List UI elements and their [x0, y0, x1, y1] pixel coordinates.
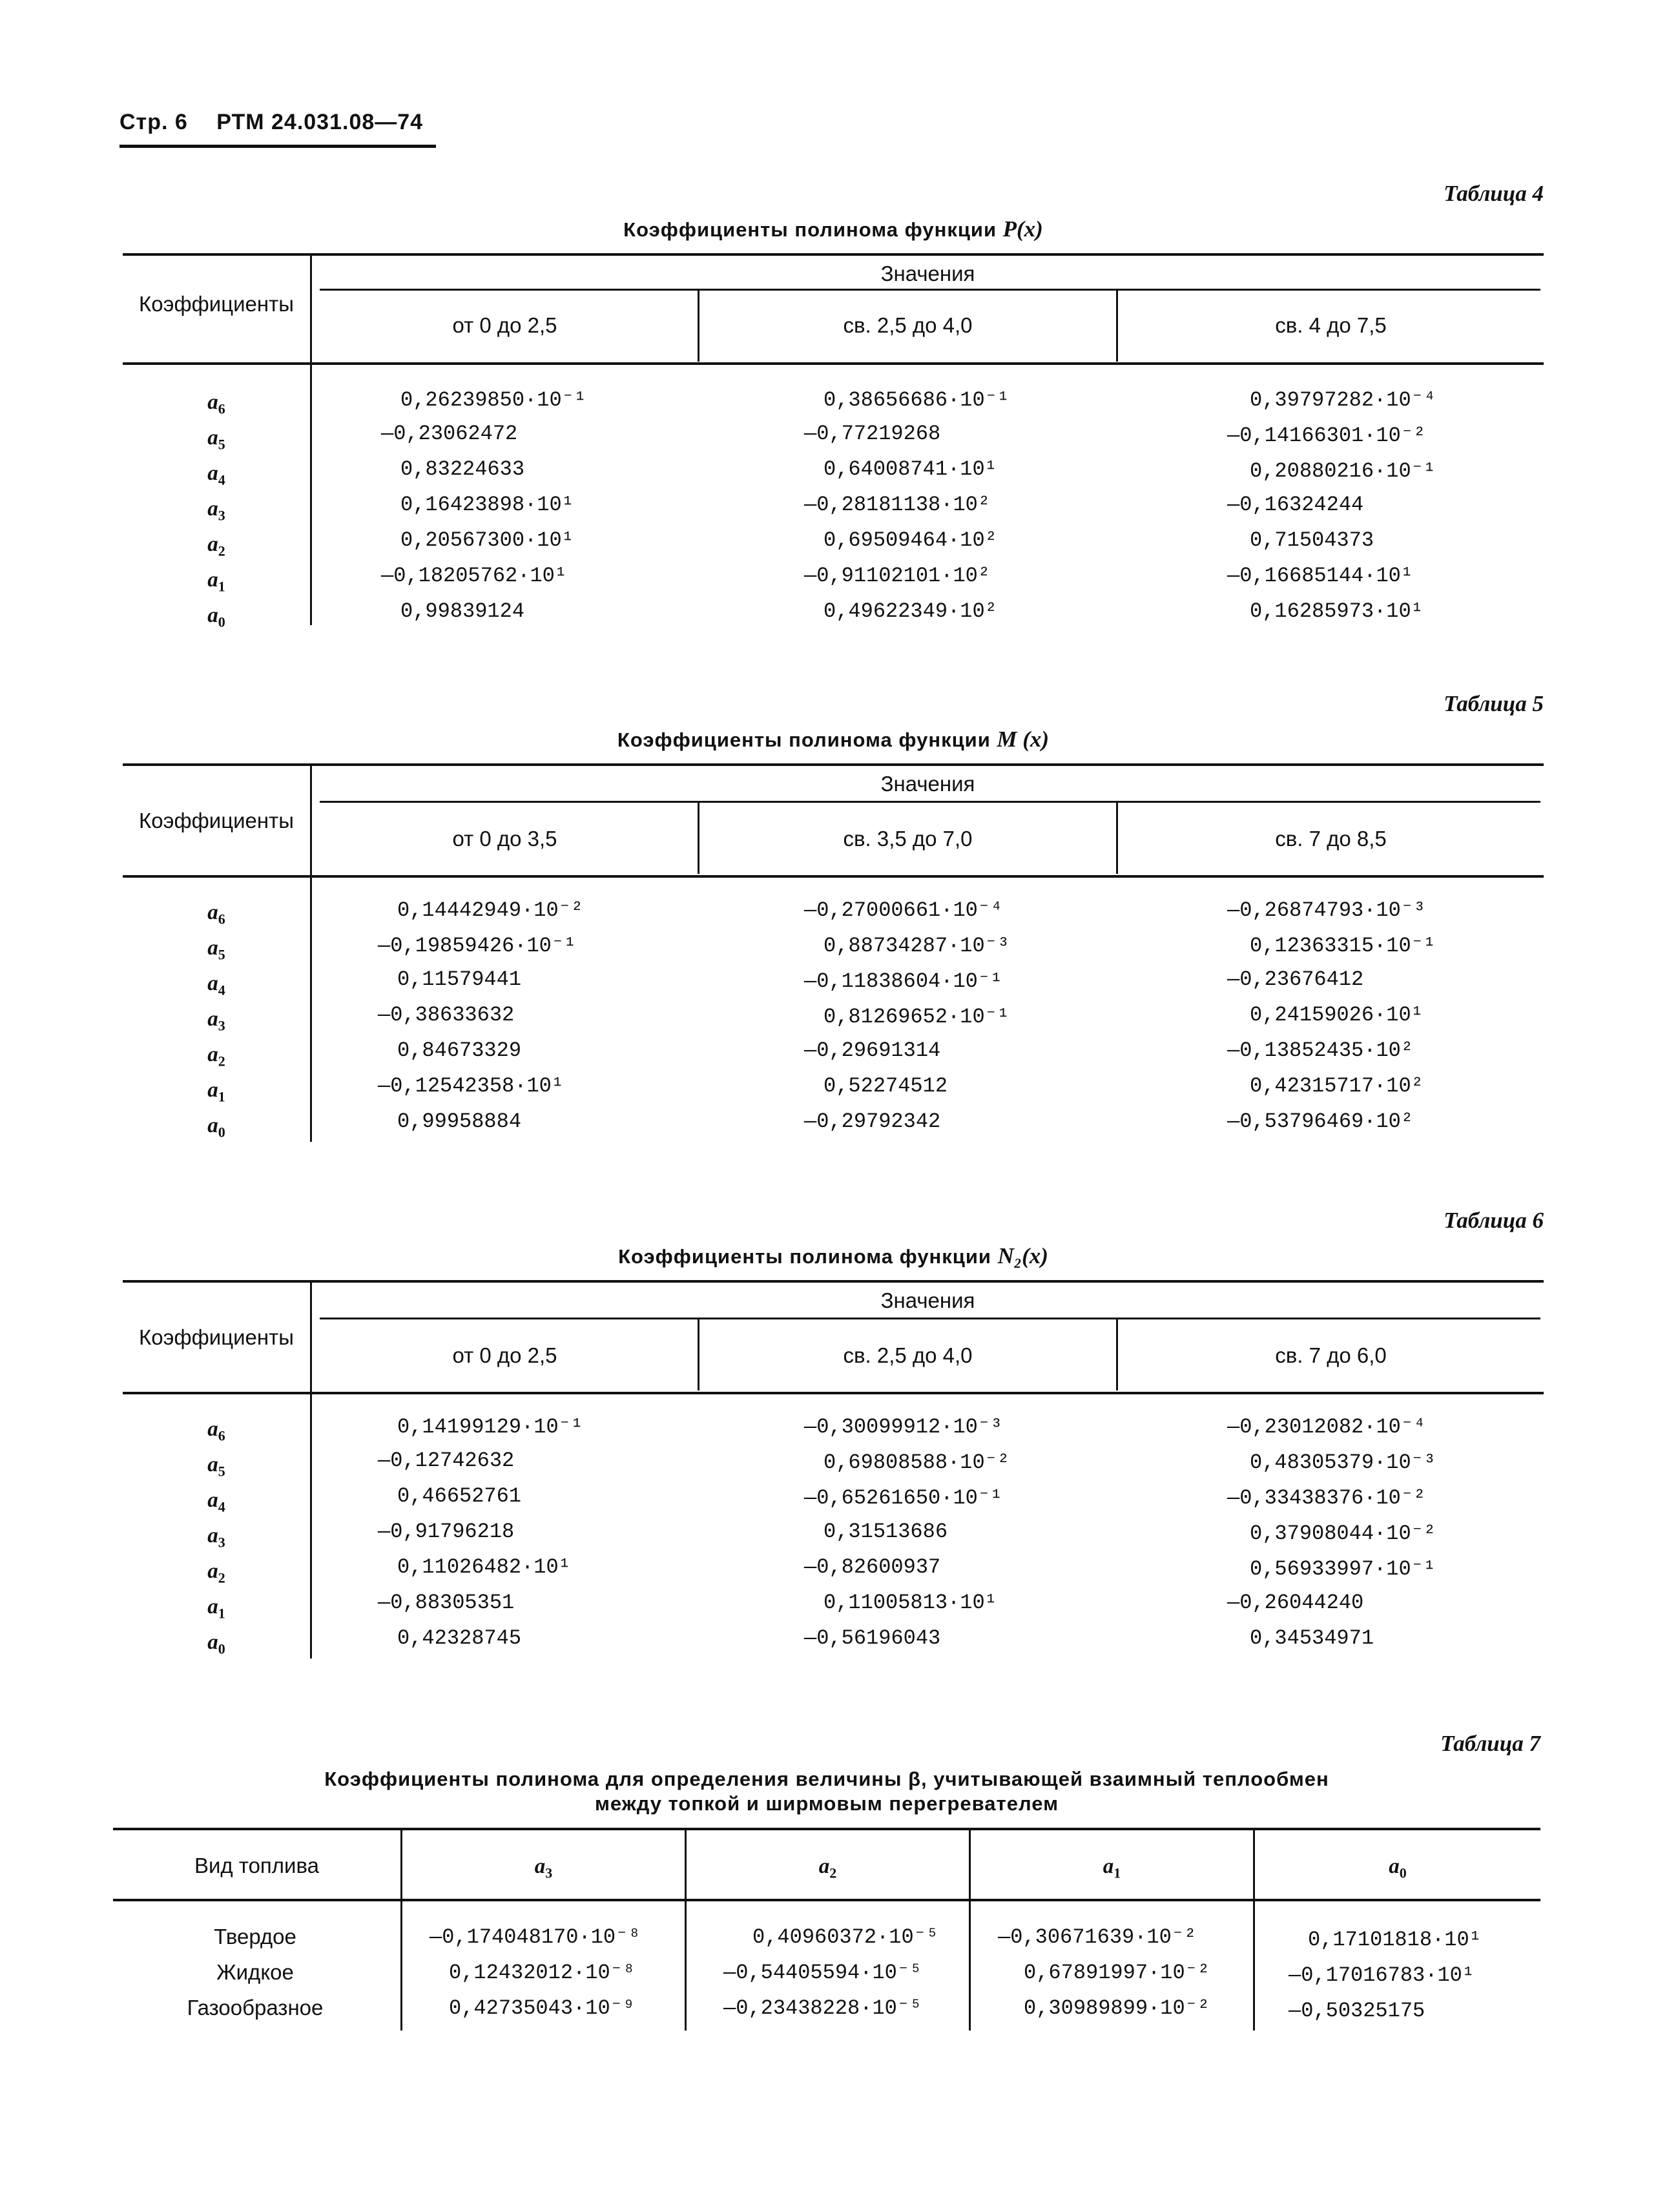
value-cell: —0,16685144·10¹: [1227, 564, 1414, 588]
col-label: $a_2$: [818, 1855, 837, 1881]
value-cell: 0,71504373: [1250, 528, 1374, 552]
value-cell: 0,99958884: [397, 1110, 522, 1133]
value-cell: —0,29792342: [804, 1110, 941, 1133]
values-header: Значения: [880, 262, 975, 285]
value-cell: —0,28181138·10²: [804, 493, 991, 517]
value-cell: 0,20567300·10¹: [400, 528, 574, 552]
coef-label: $a_6$: [207, 901, 225, 927]
col-divider: [969, 1901, 971, 2031]
table-7-name: Таблица 7: [1440, 1731, 1540, 1756]
value-cell: —0,14166301·10⁻²: [1227, 424, 1426, 448]
coef-label: $a_3$: [207, 1008, 225, 1034]
coef-label: $a_2$: [207, 1043, 225, 1070]
col-divider: [685, 1901, 687, 2031]
coef-label: $a_4$: [207, 972, 225, 998]
coef-label: $a_1$: [207, 568, 225, 595]
range-header: от 0 до 2,5: [452, 313, 557, 337]
values-rule: [320, 289, 1540, 291]
table-7: [113, 1731, 1540, 2067]
value-cell: 0,37908044·10⁻²: [1250, 1522, 1436, 1545]
table-4-function: P(x): [1002, 216, 1043, 242]
coef-label: $a_5$: [207, 936, 225, 963]
fuel-type: Твердое: [214, 1925, 296, 1948]
value-cell: —0,29691314: [804, 1039, 941, 1062]
coef-label: $a_2$: [207, 1560, 225, 1586]
range-header: от 0 до 3,5: [452, 827, 557, 851]
value-cell: —0,33438376·10⁻²: [1227, 1486, 1426, 1510]
value-cell: —0,16324244: [1227, 493, 1364, 517]
value-cell: —0,88305351: [378, 1591, 515, 1615]
coef-label: $a_0$: [207, 1114, 225, 1141]
value-cell: 0,83224633: [400, 457, 525, 481]
stub-divider: [310, 256, 312, 625]
value-cell: 0,67891997·10⁻²: [1024, 1961, 1210, 1985]
table-6: [123, 1208, 1544, 1679]
stub-divider: [310, 1283, 312, 1659]
value-cell: —0,56196043: [804, 1626, 941, 1650]
table-4-name: Таблица 4: [1444, 181, 1544, 206]
range-header: от 0 до 2,5: [452, 1343, 557, 1367]
value-cell: 0,14199129·10⁻¹: [397, 1415, 584, 1439]
value-cell: 0,12432012·10⁻⁸: [449, 1961, 636, 1985]
value-cell: —0,26874793·10⁻³: [1227, 898, 1426, 922]
value-cell: —0,50325175: [1289, 1999, 1425, 2023]
col-label: $a_0$: [1389, 1855, 1407, 1881]
coef-label: $a_5$: [207, 1453, 225, 1480]
table-6-title-text: Коэффициенты полинома функции: [618, 1245, 991, 1268]
value-cell: —0,27000661·10⁻⁴: [804, 898, 1003, 922]
coef-label: $a_2$: [207, 533, 225, 559]
table-6-function: N₂(x): [997, 1243, 1048, 1268]
value-cell: —0,11838604·10⁻¹: [804, 969, 1003, 993]
value-cell: —0,12742632: [378, 1449, 515, 1473]
page-header: [119, 110, 445, 135]
coef-label: $a_3$: [207, 1524, 225, 1551]
header-rule: [123, 875, 1544, 878]
coef-label: $a_0$: [207, 1631, 225, 1657]
coef-label: $a_5$: [207, 426, 225, 453]
value-cell: 0,26239850·10⁻¹: [400, 388, 587, 412]
value-cell: 0,24159026·10¹: [1250, 1003, 1424, 1027]
value-cell: 0,20880216·10⁻¹: [1250, 459, 1436, 483]
top-rule: [113, 1828, 1540, 1830]
coef-label: $a_6$: [207, 1418, 225, 1444]
value-cell: —0,174048170·10⁻⁸: [430, 1925, 641, 1949]
value-cell: 0,69808588·10⁻²: [823, 1451, 1010, 1474]
values-header: Значения: [880, 1288, 975, 1312]
value-cell: 0,64008741·10¹: [823, 457, 997, 481]
value-cell: —0,30671639·10⁻²: [998, 1925, 1197, 1949]
value-cell: 0,42328745: [397, 1626, 522, 1650]
value-cell: 0,16423898·10¹: [400, 493, 574, 517]
value-cell: 0,52274512: [823, 1074, 948, 1098]
value-cell: 0,42315717·10²: [1250, 1074, 1424, 1098]
col-divider: [1253, 1901, 1255, 2031]
value-cell: 0,30989899·10⁻²: [1024, 1996, 1210, 2020]
table-7-title-line2: между топкой и ширмовым перегревателем: [594, 1792, 1059, 1815]
fuel-header: Вид топлива: [194, 1854, 320, 1877]
value-cell: 0,31513686: [823, 1520, 948, 1544]
value-cell: —0,23438228·10⁻⁵: [723, 1996, 922, 2020]
table-5-title: [123, 727, 1544, 753]
coef-label: $a_3$: [207, 497, 225, 524]
value-cell: —0,77219268: [804, 422, 941, 446]
value-cell: 0,11005813·10¹: [823, 1591, 997, 1615]
range-header: св. 7 до 8,5: [1275, 827, 1387, 851]
value-cell: 0,49622349·10²: [823, 599, 997, 623]
value-cell: —0,12542358·10¹: [378, 1074, 565, 1098]
document-code: РТМ 24.031.08—74: [216, 110, 424, 134]
col-label: $a_1$: [1103, 1855, 1121, 1881]
fuel-type: Газообразное: [187, 1996, 324, 2020]
value-cell: —0,17016783·10¹: [1289, 1963, 1475, 1987]
coef-label: $a_4$: [207, 1489, 225, 1515]
coef-label: $a_1$: [207, 1079, 225, 1105]
table-5-function: M (x): [997, 727, 1050, 752]
range-header: св. 4 до 7,5: [1275, 313, 1387, 337]
top-rule: [123, 1280, 1544, 1283]
value-cell: 0,46652761: [397, 1484, 522, 1508]
value-cell: 0,14442949·10⁻²: [397, 898, 584, 922]
value-cell: —0,23676412: [1227, 967, 1364, 991]
value-cell: —0,53796469·10²: [1227, 1110, 1414, 1133]
col-divider: [400, 1901, 402, 2031]
value-cell: —0,38633632: [378, 1003, 515, 1027]
header-underline: [119, 145, 436, 148]
table-5-name: Таблица 5: [1444, 691, 1544, 716]
table-5: [123, 691, 1544, 1163]
values-rule: [320, 801, 1540, 803]
value-cell: —0,65261650·10⁻¹: [804, 1486, 1003, 1510]
range-header: св. 2,5 до 4,0: [843, 313, 973, 337]
value-cell: 0,42735043·10⁻⁹: [449, 1996, 636, 2020]
value-cell: —0,18205762·10¹: [381, 564, 568, 588]
value-cell: —0,13852435·10²: [1227, 1039, 1414, 1062]
table-4-title-text: Коэффициенты полинома функции: [623, 218, 997, 241]
header-rule: [123, 362, 1544, 365]
value-cell: —0,91796218: [378, 1520, 515, 1544]
value-cell: 0,84673329: [397, 1039, 522, 1062]
coef-label: $a_0$: [207, 604, 225, 630]
header-rule: [113, 1899, 1540, 1901]
value-cell: 0,81269652·10⁻¹: [823, 1005, 1010, 1029]
coef-label: $a_6$: [207, 391, 225, 417]
value-cell: 0,11579441: [397, 967, 522, 991]
value-cell: —0,82600937: [804, 1555, 941, 1579]
value-cell: 0,34534971: [1250, 1626, 1374, 1650]
coef-label: $a_1$: [207, 1595, 225, 1622]
value-cell: —0,23012082·10⁻⁴: [1227, 1415, 1426, 1439]
values-header: Значения: [880, 772, 975, 796]
table-4-title: [123, 216, 1544, 243]
range-header: св. 2,5 до 4,0: [843, 1343, 973, 1367]
range-header: св. 7 до 6,0: [1275, 1343, 1387, 1367]
value-cell: —0,30099912·10⁻³: [804, 1415, 1003, 1439]
top-rule: [123, 763, 1544, 766]
value-cell: 0,38656686·10⁻¹: [823, 388, 1010, 412]
coef-header: Коэффициенты: [139, 292, 294, 316]
coef-label: $a_4$: [207, 462, 225, 488]
value-cell: —0,91102101·10²: [804, 564, 991, 588]
coef-header: Коэффициенты: [139, 1325, 294, 1349]
value-cell: 0,39797282·10⁻⁴: [1250, 388, 1436, 412]
coef-header: Коэффициенты: [139, 809, 294, 832]
top-rule: [123, 253, 1544, 256]
value-cell: 0,88734287·10⁻³: [823, 934, 1010, 958]
value-cell: 0,16285973·10¹: [1250, 599, 1424, 623]
header-rule: [123, 1392, 1544, 1394]
value-cell: 0,48305379·10⁻³: [1250, 1451, 1436, 1474]
fuel-type: Жидкое: [216, 1960, 294, 1984]
table-4: [123, 181, 1544, 646]
value-cell: 0,99839124: [400, 599, 525, 623]
value-cell: 0,12363315·10⁻¹: [1250, 934, 1436, 958]
value-cell: 0,11026482·10¹: [397, 1555, 571, 1579]
stub-divider: [310, 766, 312, 1142]
value-cell: —0,19859426·10⁻¹: [378, 934, 577, 958]
value-cell: 0,17101818·10¹: [1308, 1928, 1482, 1952]
value-cell: —0,23062472: [381, 422, 518, 446]
value-cell: —0,26044240: [1227, 1591, 1364, 1615]
table-5-title-text: Коэффициенты полинома функции: [617, 729, 991, 751]
table-6-title: [123, 1243, 1544, 1270]
range-header: св. 3,5 до 7,0: [843, 827, 973, 851]
value-cell: —0,54405594·10⁻⁵: [723, 1961, 922, 1985]
value-cell: 0,56933997·10⁻¹: [1250, 1557, 1436, 1581]
value-cell: 0,69509464·10²: [823, 528, 997, 552]
values-rule: [320, 1318, 1540, 1319]
table-7-title-line1: Коэффициенты полинома для определения величины β, учитывающей взаимный теплообмен: [324, 1768, 1329, 1790]
col-label: $a_3$: [534, 1855, 553, 1881]
page-number: Стр. 6: [119, 110, 188, 134]
value-cell: 0,40960372·10⁻⁵: [752, 1925, 939, 1949]
table-6-name: Таблица 6: [1444, 1208, 1544, 1233]
